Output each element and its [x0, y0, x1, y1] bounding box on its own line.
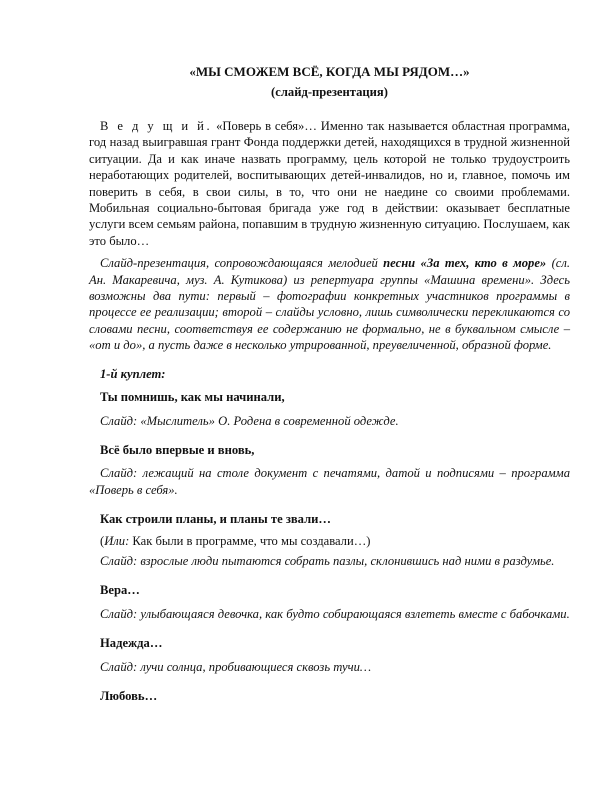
slide-text: взрослые люди пытаются собрать пазлы, склонившись над ними в раздумье. — [137, 553, 555, 568]
verse-line-3: Как строили планы, и планы те звали… — [100, 512, 331, 527]
slide-note-3 — [89, 553, 570, 569]
verse-line-4: Вера… — [100, 583, 140, 598]
description-song-title: песни «За тех, кто в море» — [377, 256, 547, 271]
slide-note-2 — [89, 465, 570, 498]
slide-note-4 — [89, 606, 570, 622]
slide-label: Слайд: — [100, 466, 138, 481]
slide-label: Слайд: — [100, 413, 138, 428]
description-part1: Слайд-презентация, сопровождающаяся мелодией — [100, 256, 378, 271]
alt-label: Или: — [104, 533, 130, 548]
alt-verse-note — [89, 533, 570, 549]
verse-line-5: Надежда… — [100, 636, 163, 651]
verse-line-6: Любовь… — [100, 688, 158, 703]
document-subtitle: (слайд-презентация) — [271, 85, 388, 99]
verse-label: 1-й куплет: — [100, 366, 166, 381]
slide-label: Слайд: — [100, 659, 138, 674]
intro-text: «Поверь в себя»… Именно так называется областная программа, год назад выигравшая грант Фонда поддержки детей, находящихся в трудной жизненной ситуации. Да и как иначе назвать программу, цель которой не только трудоустроить неработающих родителей, воспитывающих детей-инвалидов, но и, главное, помочь им поверить в себя, в свои силы, в то, что они не наедине со своими проблемами. Мобильная социально-бытовая бригада уже год в действии: оказывает бесплатные услуги всем семьям района, попавшим в трудную жизненную ситуацию. Послушаем, как это было… — [89, 119, 571, 248]
slide-text: улыбающаяся девочка, как будто собирающаяся взлететь вместе с бабочками. — [137, 606, 570, 621]
description-paragraph — [89, 255, 570, 353]
slide-label: Слайд: — [100, 606, 138, 621]
slide-note-5 — [89, 659, 570, 675]
speaker-label: В е д у щ и й. — [100, 119, 213, 133]
alt-open-paren: ( — [100, 533, 105, 548]
verse-line-1: Ты помнишь, как мы начинали, — [100, 390, 285, 405]
slide-label: Слайд: — [100, 553, 138, 568]
alt-text: Как были в программе, что мы создавали…) — [129, 533, 371, 548]
slide-note-1 — [89, 413, 570, 429]
intro-paragraph — [89, 118, 570, 249]
document-content — [89, 64, 570, 704]
slide-text: «Мыслитель» О. Родена в современной одежде. — [137, 413, 399, 428]
description-part2: (сл. Ан. Макаревича, муз. А. Кутикова) из репертуара группы «Машина времени». Здесь возможны два пути: первый – фотографии конкретных участников программы в процессе ее реализации; второй – слайды условно, лишь символически перекликаются со словами песни, соответствуя ее содержанию не формально, не в буквальном смысле – «от и до», а пусть даже в несколько утрированной, преувеличенной, образной форме. — [89, 256, 570, 353]
document-title: «МЫ СМОЖЕМ ВСЁ, КОГДА МЫ РЯДОМ…» — [189, 64, 470, 79]
verse-line-2: Всё было впервые и вновь, — [100, 442, 255, 457]
slide-text: лежащий на столе документ с печатями, датой и подписями – программа «Поверь в себя». — [89, 466, 570, 497]
slide-text: лучи солнца, пробивающиеся сквозь тучи… — [137, 659, 372, 674]
